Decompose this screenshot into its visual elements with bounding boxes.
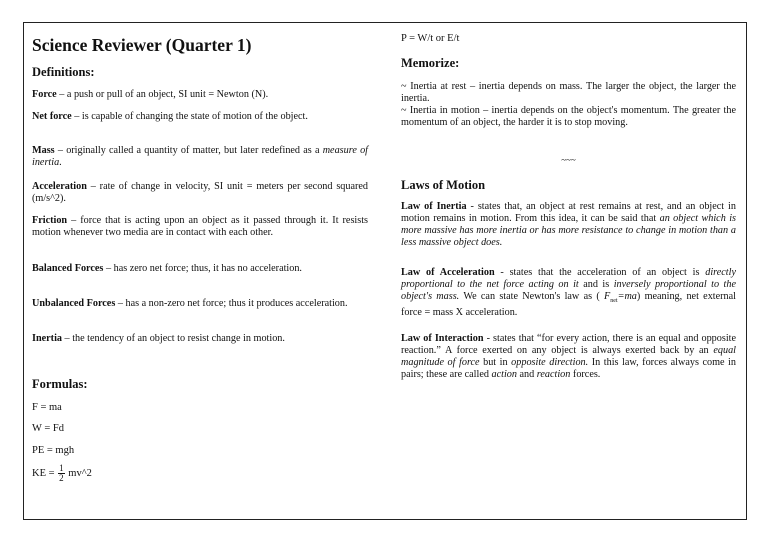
formula-work: W = Fd [32,423,64,434]
formulas-heading: Formulas: [32,377,88,391]
law-term: Law of Interaction [401,333,484,344]
definition-force [32,89,368,101]
separator: – [71,111,82,122]
law-text: and is [578,279,614,290]
law-italic: equal magnitude of force [401,345,736,368]
definition-mass [32,145,368,169]
term: Friction [32,215,68,226]
ke-prefix: KE = [32,467,58,479]
memorize-item-inertia-at-rest: ~ Inertia at rest – inertia depends on mass. The larger the object, the larger the inertia. [401,81,736,104]
law-term: Law of Acceleration [401,267,495,278]
fraction-denominator: 2 [59,473,64,483]
definition-end: . [59,157,62,168]
law-text: ) meaning, net external force = mass X acceleration. [401,291,736,319]
formula-potential-energy: PE = mgh [32,445,75,456]
definition-italic: measure of inertia [32,145,368,168]
law-text: forces. [570,369,601,380]
definition-acceleration [32,181,368,205]
definition-inertia [32,333,368,345]
reviewer-sheet [23,22,747,520]
law-text: and [516,369,537,380]
definition-balanced-forces [32,263,368,275]
law-italic: directly proportional to the net force acting on it [401,267,736,290]
laws-heading: Laws of Motion [401,178,486,192]
definition-text: rate of change in velocity, SI unit = meters per second squared (m/s^2). [32,181,369,204]
law-italic: an object which is more massive has more inertia or has more resistance to change in motion than a less massive object does. [401,213,736,248]
law-italic: reaction [536,369,571,380]
term: Balanced Forces [32,263,104,274]
term: Unbalanced Forces [32,298,116,309]
law-of-inertia [401,201,736,249]
law-text: - states that “for every action, there is an equal and opposite reaction.” A force exerted on any object is always exerted back by an [401,333,736,356]
law-text: In this law, forces always come in pairs; these are called [401,357,736,380]
law-text: - states that, an object at rest remains at rest, and an object in motion remains in motion. From this idea, it can be said that [401,201,736,224]
law-italic: action [491,369,517,380]
term: Force [32,89,57,100]
ke-suffix: mv^2 [65,467,92,479]
definitions-heading: Definitions: [32,65,95,79]
formula-force: F = ma [32,402,62,413]
law-italic: opposite direction. [511,357,589,368]
separator: – [67,215,81,226]
fraction-numerator: 1 [59,463,64,473]
separator: – [56,89,67,100]
law-of-interaction [401,333,736,381]
definition-text: the tendency of an object to resist change in motion. [72,333,285,344]
separator: – [86,181,100,192]
law-term: Law of Inertia [401,201,467,212]
memorize-heading: Memorize: [401,56,460,70]
term: Acceleration [32,181,87,192]
equation-subscript: net [610,298,618,305]
law-text: but in [479,357,512,368]
definition-net-force [32,111,368,123]
definition-friction [32,215,368,239]
page-title: Science Reviewer (Quarter 1) [32,35,252,55]
definition-text: has zero net force; thus, it has no acceleration. [113,263,302,274]
definition-text: originally called a quantity of matter, but later redefined as a [66,145,323,156]
fraction [58,464,65,483]
term: Inertia [32,333,62,344]
definition-unbalanced-forces [32,298,368,310]
formula-power: P = W/t or E/t [401,33,460,44]
definition-text: is capable of changing the state of motion of the object. [81,111,308,122]
term: Mass [32,145,55,156]
separator: – [62,333,73,344]
law-text: - states that the acceleration of an object is [494,267,706,278]
separator: – [115,298,126,309]
memorize-item-inertia-in-motion: ~ Inertia in motion – inertia depends on the object's momentum. The greater the momentum of an object, the harder it is to stop moving. [401,105,736,128]
formula-kinetic-energy [32,464,92,483]
equation-f: F [604,291,611,302]
law-of-acceleration [401,267,736,319]
term: Net force [32,111,72,122]
separator: – [54,145,67,156]
section-separator: ~~~ [561,155,576,165]
separator: – [103,263,114,274]
equation-rest: =ma [617,291,637,302]
law-text: We can state Newton's law as ( [459,291,604,302]
definition-text: a push or pull of an object, SI unit = Newton (N). [66,89,269,100]
definition-text: force that is acting upon an object as it passed through it. It resists motion whenever two media are in contact with each other. [32,215,369,238]
definition-text: has a non-zero net force; thus it produces acceleration. [125,298,348,309]
law-italic: inversely proportional to the object's mass. [401,279,736,302]
